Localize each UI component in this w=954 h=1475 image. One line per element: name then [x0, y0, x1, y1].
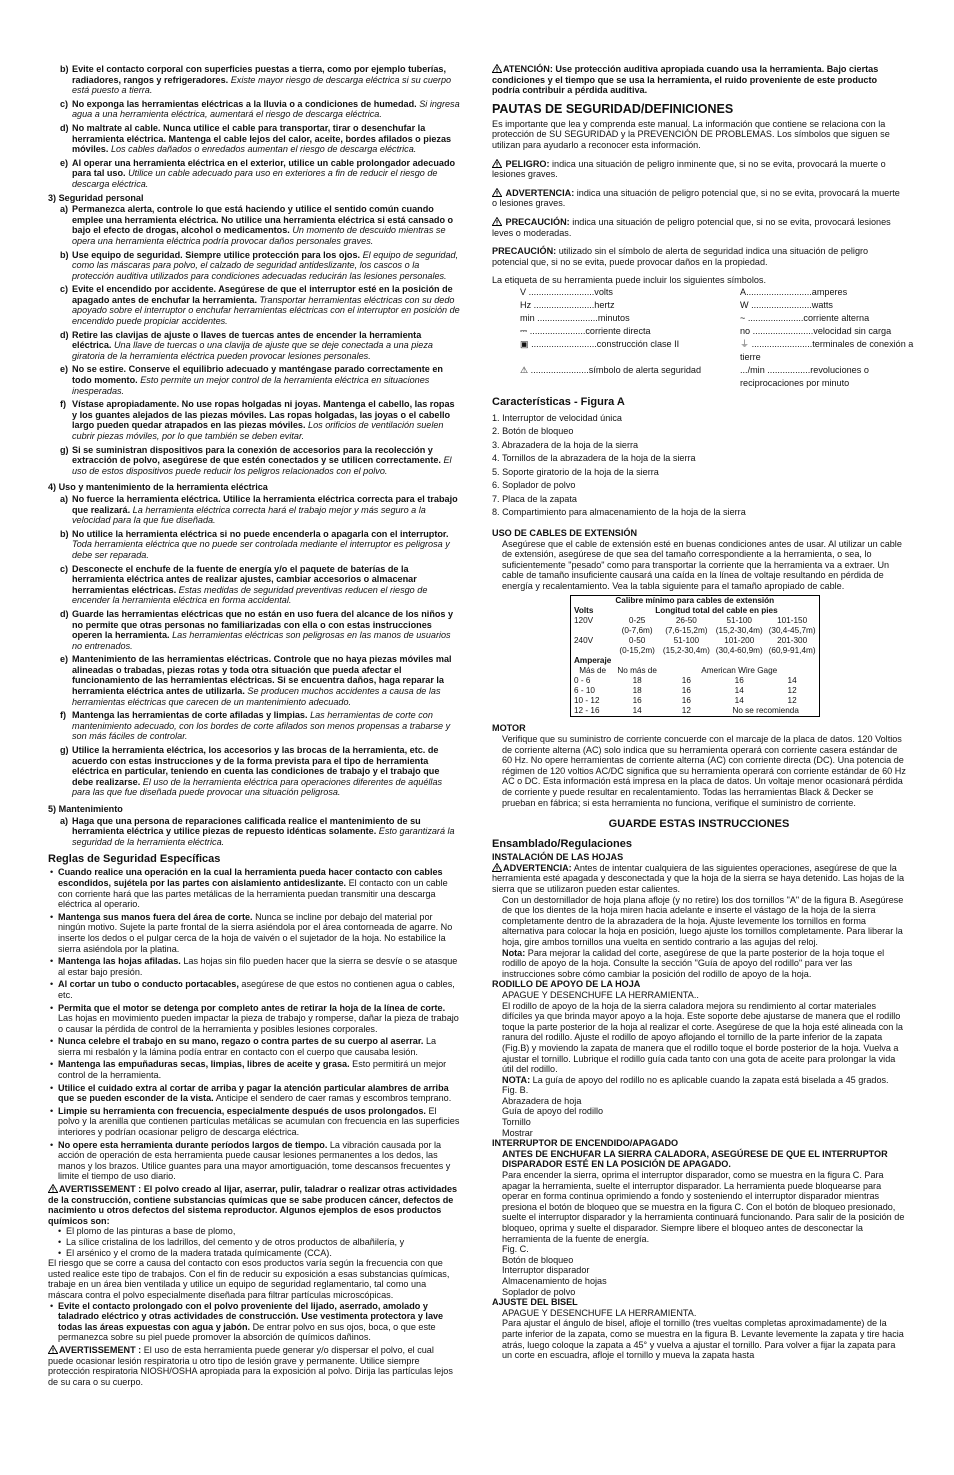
fig-c-label: Fig. C. [502, 1244, 529, 1255]
symbol-entry: ~ ......................corriente alterna [740, 312, 870, 323]
instalacion-heading: INSTALACIÓN DE LAS HOJAS [492, 852, 624, 863]
s3-item: e) No se estire. Conserve el equilibrio adecuado y manténgase parado correctamente en todo momento. Esto permite un mejor control de la herramienta eléctrica en situaciones inesperadas. [60, 364, 443, 396]
avertissement-1: AVERTISSEMENT : El polvo creado al lijar, aserrar, pulir, taladrar o realizar otras actividades de la construcción, contiene substancias químicas que se sabe producen cáncer, defectos de nacimiento u otros defectos del sistema reproductor. Algunos ejemplos de esos productos químicos son: [48, 1184, 458, 1226]
features-list [492, 412, 906, 520]
s4-item: d) Guarde las herramientas eléctricas que no están en uso fuera del alcance de los niños y no permite que otras personas no familiarizadas con ella o con estas instrucciones operen la herramienta. Las herramientas eléctricas son peligrosas en las manos de usuarios no entrenados. [60, 608, 454, 651]
list-item: 8. Compartimiento para almacenamiento de la hoja de la sierra [492, 507, 746, 518]
table-row: Más de No más de American Wire Gage [579, 666, 778, 676]
section-4-heading: 4) Uso y mantenimiento de la herramienta eléctrica [48, 482, 268, 493]
item-e: e) Al operar una herramienta eléctrica en el exterior, utilice un cable prolongador adecuado para tal uso. Utilice un cable adecuado para uso en exteriores a fin de reducir el riesgo de descarga eléctrica. [60, 157, 456, 189]
rodillo-text: El rodillo de apoyo de la hoja de la sierra caladora mejora su rendimiento al cortar materiales difíciles ya que brinda mayor apoyo a la hoja. Este soporte debe ajustarse de manera que el rodillo toque la parte posterior de la hoja al realizar el corte. Asegúrese de que la hoja esté alineada con la ranura del rodillo. Ajuste el rodillo de apoyo aflojando el tornillo de la parte inferior de la zapata (Fig.B) y moviendo la zapata de manera que el rodillo toque el borde posterior de la hoja. Vuelva a ajustar el tornillo. Lubrique el rodillo guía cada tanto con una gota de aceite para prolongar la vida útil del rodillo. [502, 1000, 903, 1075]
s3-item: c) Evite el encendido por accidente. Asegúrese de que el interruptor esté en la posición de apagado antes de enchufar la herramienta. Transportar herramientas eléctricas con su dedo apoyado sobre el interruptor o enchufar herramientas eléctricas con el interruptor en posición de encendido puede propiciar accidentes. [60, 284, 460, 327]
reglas-heading: Reglas de Seguridad Específicas [48, 853, 221, 866]
instalacion-nota: Nota: Para mejorar la calidad del corte, asegúrese de que la parte posterior de la hoja toque el rodillo de apoyo de la hoja. Consulte la sección "Guía de apoyo del rodillo" para ver las instrucciones sobre cómo cambiar la posición del rodillo de apoyo de la hoja. [502, 947, 885, 979]
rodillo-heading: RODILLO DE APOYO DE LA HOJA [492, 979, 641, 990]
right-column [492, 64, 914, 1361]
item-d: d) No maltrate al cable. Nunca utilice el cable para transportar, tirar o desenchufar la herramienta eléctrica. Mantenga el cable lejos del calor, aceite, bordes afilados o piezas móviles. Los cables dañados o enredados aumentan el riesgo de descarga eléctrica. [60, 122, 452, 155]
table-row: 0 - 6 18 16 16 14 [574, 676, 797, 686]
table-row: 12 - 16 14 12 No se recomienda [574, 706, 799, 716]
fig-b-label: Guía de apoyo del rodillo [502, 1106, 604, 1117]
rodillo-sub: APAGUE Y DESENCHUFE LA HERRAMIENTA.. [502, 989, 699, 1000]
s3-item: b) Use equipo de seguridad. Siempre utilice protección para los ojos. El equipo de seguridad, como las máscaras para polvo, el calzado de seguridad antideslizante, los cascos o la protección auditiva utilizados para condiciones adecuadas reducirán las lesiones personales. [60, 249, 459, 281]
advertencia-def: ADVERTENCIA: indica una situación de peligro potencial que, si no se evita, provocará la muerte o lesiones graves. [492, 187, 900, 209]
symbol-entry: W ........................watts [740, 299, 833, 310]
s3-item: g) Si se suministran dispositivos para la conexión de accesorios para la recolección y extracción de polvo, asegúrese de que estén conectados y se utilicen correctamente. El uso de estos dispositivos puede reducir los peligros relacionados con el polvo. [60, 444, 452, 476]
table-header: Amperaje [574, 656, 612, 666]
fig-c-label: Interruptor disparador [502, 1265, 590, 1276]
bisel-heading: AJUSTE DEL BISEL [492, 1297, 578, 1308]
avertissement-2: AVERTISSEMENT : El uso de esta herramienta puede generar y/o dispersar el polvo, el cual puede ocasionar lesión respiratoria u otro tipo de lesión grave y permanente. Utilice siempre protección respiratoria NIOSH/OSHA apropiada para la exposición al polvo. Dirija las partículas lejos de su cara o su cuerpo. [48, 1344, 453, 1387]
peligro-def: PELIGRO: indica una situación de peligro inminente que, si no se evita, provocará la muerte o lesiones graves. [492, 158, 886, 180]
table-row: 10 - 12 16 16 14 12 [574, 696, 797, 706]
regla-item: • Al cortar un tubo o conducto portacables, asegúrese de que estos no contienen agua o cables, etc. [48, 979, 460, 1000]
etiqueta-text: La etiqueta de su herramienta puede incluir los siguientes símbolos. [492, 275, 766, 286]
avert-list-item: • El arsénico y el cromo de la madera tratada químicamente (CCA). [48, 1248, 460, 1259]
table-header: Volts [574, 606, 594, 616]
symbol-entry: ▣ ..........................construcción clase II [520, 338, 680, 349]
symbol-entry: ⏚ ........................terminales de conexión a tierre [740, 338, 914, 362]
cable-gauge-table [570, 595, 820, 717]
fig-c-label: Botón de bloqueo [502, 1254, 574, 1265]
symbol-grid [520, 286, 914, 390]
warning-icon [492, 159, 502, 168]
instalacion-warning: ADVERTENCIA: Antes de intentar cualquiera de las siguientes operaciones, asegúrese de que la herramienta esté apagada y desconectada y que la hoja de la sierra se haya detenido. Las hojas de la sierra que se utilizaron pueden estar calientes. [492, 862, 905, 894]
guarde-heading: GUARDE ESTAS INSTRUCCIONES [608, 818, 790, 831]
s4-item: f) Mantenga las herramientas de corte afiladas y limpias. Las herramientas de corte con mantenimiento adecuado, con los bordes de corte afilados son menos propensas a trabarse y son más fáciles de controlar. [60, 710, 451, 742]
left-column [48, 64, 460, 1387]
regla-item: • Cuando realice una operación en la cual la herramienta pueda hacer contacto con cables escondidos, sujétela por las partes con aislamiento antideslizante. El contacto con un cable con corriente hará que las partes metálicas de la herramienta puedan transmitir una descarga eléctrica al operario. [48, 867, 460, 909]
regla-item: • Nunca celebre el trabajo en su mano, regazo o contra partes de su cuerpo al aserrar. La sierra mi resbalón y la lámina podía entrar en contacto con el cuerpo que causaba lesión. [48, 1036, 460, 1057]
s4-item: g) Utilice la herramienta eléctrica, los accesorios y las brocas de la herramienta, etc. de acuerdo con estas instrucciones y de la forma prevista para el tipo de herramienta eléctrica en particular, teniendo en cuenta las condiciones de trabajo y el trabajo que debe realizarse. El uso de la herramienta eléctrica para operaciones diferentes de aquéllas para las que fue diseñada puede provocar una situación peligrosa. [60, 745, 443, 798]
interruptor-text: Para encender la sierra, oprima el interruptor disparador, como se muestra en la figura C. Para apagar la herramienta, suelte el interruptor disparador. La herramienta puede bloquearse para operar en forma continua oprimiendo a fondo y sosteniendo el interruptor disparador mientras presiona el botón de bloqueo que se muestra en la figura C. Con el botón de bloqueo presionado, suelte el interruptor disparador y la herramienta continuará funcionando. Para salir de la posición de bloqueo, oprima y suelte el disparador. Siempre libere el bloqueo antes de desconectar la herramienta de la fuente de energía. [502, 1170, 905, 1244]
item-c: c) No exponga las herramientas eléctricas a la lluvia o a condiciones de humedad. Si ingresa agua a una herramienta eléctrica, aumentará el riesgo de descarga eléctrica. [60, 98, 460, 120]
list-item: 2. Botón de bloqueo [492, 426, 574, 437]
regla-item: • Mantenga sus manos fuera del área de corte. Nunca se incline por debajo del material por ningún motivo. Sujete la parte frontal de la sierra asiéndola por el área contorneada de agarre. No inserte los dedos o el pulgar cerca de la hoja de vaivén o el sujetador de la hoja. No estabilice la sierra asiéndola por la platina. [48, 912, 460, 954]
warning-icon [492, 217, 502, 226]
list-item: 7. Placa de la zapata [492, 493, 577, 504]
precaucion2-def: PRECAUCIÓN: utilizado sin el símbolo de alerta de seguridad indica una situación de peligro potencial que, si no se evita, puede provocar daños en la propiedad. [492, 246, 869, 267]
symbol-entry: ⎓ ......................corriente directa [520, 325, 651, 336]
s3-item: d) Retire las clavijas de ajuste o llaves de tuercas antes de encender la herramienta eléctrica. Una llave de tuercas o una clavija de ajuste que se deje conectada a una pieza giratoria de la herramienta eléctrica pueden provocar lesiones personales. [60, 329, 433, 361]
symbol-entry: ⚠ .......................símbolo de alerta seguridad [520, 364, 702, 375]
regla-item: • Mantenga las empuñaduras secas, limpias, libres de aceite y grasa. Esto permitirá un mejor control de la herramienta. [48, 1059, 460, 1080]
table-row: 120V 0-25 26-50 51-100 101-150 [574, 616, 808, 626]
symbol-entry: min ........................minutos [520, 312, 630, 323]
section-3-heading: 3) Seguridad personal [48, 192, 144, 203]
warning-icon [492, 64, 502, 73]
fig-c-label: Soplador de polvo [502, 1286, 576, 1297]
table-row: (0-15,2m) (15,2-30,4m) (30,4-60,9m) (60,9-91,4m) [619, 646, 816, 656]
list-item: 4. Tornillos de la abrazadera de la hoja de la sierra [492, 453, 696, 464]
atencion-notice: ATENCIÓN: Use protección auditiva apropiada cuando usa la herramienta. Bajo ciertas condiciones y el tiempo que se usa la herramienta, el ruido proveniente de este producto podría contribuir a pérdida auditiva. [492, 64, 879, 96]
table-row: 6 - 10 18 16 14 12 [574, 686, 797, 696]
precaucion-def: PRECAUCIÓN: indica una situación de peligro potencial que, si no se evita, provocará lesiones leves o moderadas. [492, 216, 891, 238]
fig-b-label: Abrazadera de hoja [502, 1095, 582, 1106]
table-header: Longitud total del cable en pies [655, 606, 778, 616]
uso-cables-heading: USO DE CABLES DE EXTENSIÓN [492, 527, 638, 538]
item-b: b) Evite el contacto corporal con superficies puestas a tierra, como por ejemplo tuberías, radiadores, rangos y refrigeradores. Existe mayor riesgo de descarga eléctrica si su cuerpo está puesto a tierra. [60, 64, 452, 96]
s5-item: a) Haga que una persona de reparaciones calificada realice el mantenimiento de su herramienta eléctrica y utilice piezas de repuesto idénticas solamente. Esto garantizará la seguridad de la herramienta eléctrica. [60, 815, 455, 847]
riesgo-paragraph: El riesgo que se corre a causa del contacto con esos productos varía según la frecuencia con que usted realice este tipo de trabajos. Con el fin de reducir su exposición a esas substancias químicas, trabaje en un área bien ventilada y utilice un equipo de seguridad reglamentario, tal como una máscara contra el polvo especialmente diseñada para filtrar partículas microscópicas. [48, 1258, 450, 1300]
s4-item: e) Mantenimiento de las herramientas eléctricas. Controle que no haya piezas móviles mal alineadas o trabadas, piezas rotas y toda otra situación que pueda afectar el funcionamiento de las herramientas eléctricas. Si se encuentra daños, haga reparar la herramienta eléctrica antes de utilizarla. Se producen muchos accidentes a causa de las herramientas eléctricas que carecen de un mantenimiento adecuado. [60, 654, 452, 707]
symbol-entry: A..........................amperes [740, 286, 848, 297]
rodillo-nota: NOTA: La guía de apoyo del rodillo no es aplicable cuando la zapata está biselada a 45 grados. [502, 1074, 889, 1085]
table-row: (0-7,6m) (7,6-15,2m) (15,2-30,4m) (30,4-45,7m) [621, 626, 816, 636]
avert-list-item: • La sílice cristalina de los ladrillos, del cemento y de otros productos de albañilería, y [48, 1237, 460, 1248]
regla-item: • Limpie su herramienta con frecuencia, especialmente después de usos prolongados. El polvo y la arenilla que contienen partículas metálicas se acumulan con frecuencia en las superficies interiores y podrían ocasionar peligro de descarga eléctrica. [48, 1106, 460, 1138]
motor-heading: MOTOR [492, 723, 526, 734]
s4-item: a) No fuerce la herramienta eléctrica. Utilice la herramienta eléctrica correcta para el trabajo que realizará. La herramienta eléctrica correcta hará el trabajo mejor y más seguro a la velocidad para la que fue diseñada. [60, 493, 458, 526]
list-item: 6. Soplador de polvo [492, 480, 576, 491]
symbol-entry: no ........................velocidad sin carga [740, 325, 892, 336]
table-title: Calibre mínimo para cables de extensión [615, 596, 775, 606]
regla-item: • No opere esta herramienta durante períodos largos de tiempo. La vibración causada por la acción de operación de esta herramienta puede causar lesiones permanentes a los dedos, las manos y los brazos. Utilice guantes para una mayor amortiguación, tome descansos frecuentes y limite el tiempo de uso diario. [48, 1140, 460, 1182]
symbol-entry: Hz ........................hertz [520, 299, 615, 310]
s3-item: a) Permanezca alerta, controle lo que está haciendo y utilice el sentido común cuando emplee una herramienta eléctrica. No utilice una herramienta eléctrica si está cansado o bajo el efecto de drogas, alcohol o medicamentos. Un momento de descuido mientras se opera una herramienta eléctrica podría provocar daños personales graves. [60, 204, 454, 246]
evite-item: • Evite el contacto prolongado con el polvo proveniente del lijado, aserrado, amolado y taladrado eléctrico y otras actividades de construcción. Use vestimenta protectora y lave todas las áreas expuestas con agua y jabón. De entrar polvo en sus ojos, boca, o que este permanezca sobre su piel puede promover la absorción de químicos dañinos. [48, 1301, 460, 1343]
bisel-sub: APAGUE Y DESENCHUFE LA HERRAMIENTA. [502, 1307, 697, 1318]
caracteristicas-heading: Características - Figura A [492, 395, 625, 408]
regla-item: • Permita que el motor se detenga por completo antes de retirar la hoja de la línea de corte. Las hojas en movimiento pueden impactar la pieza de trabajo y romperse, dañar la pieza de trabajo o causar la pérdida de control de la herramienta y posibles lesiones corporales. [48, 1003, 460, 1035]
s4-item: c) Desconecte el enchufe de la fuente de energía y/o el paquete de baterías de la herramienta eléctrica antes de realizar ajustes, cambiar accesorios o almacenar herramientas eléctricas. Estas medidas de seguridad preventivas reducen el riesgo de encender la herramienta eléctrica en forma accidental. [60, 563, 428, 606]
fig-b-label: Mostrar [502, 1127, 533, 1138]
interruptor-heading: INTERRUPTOR DE ENCENDIDO/APAGADO [492, 1138, 679, 1149]
fig-b-label: Fig. B. [502, 1085, 529, 1096]
section-5-heading: 5) Mantenimiento [48, 804, 123, 814]
warning-icon [492, 863, 502, 872]
uso-cables-text: Asegúrese que el cable de extensión esté en buenas condiciones antes de usar. Al utilizar un cable de extensión, asegúrese de que sea del tamaño correspondiente a la herramienta, o sea, lo suficientemente "pesado" como para transportar la corriente que la herramienta va a extraer. Un cable de tamaño insuficiente causará una caída en la línea de voltaje resultando en pérdida de energía y recalentamiento. Vea la tabla siguiente para el tamaño apropiado de cable. [502, 538, 902, 591]
regla-item: • Mantenga las hojas afiladas. Las hojas sin filo pueden hacer que la sierra se desvíe o se atasque al estar bajo presión. [48, 956, 460, 977]
list-item: 1. Interruptor de velocidad única [492, 412, 622, 423]
warning-icon [48, 1184, 58, 1193]
list-item: 3. Abrazadera de la hoja de la sierra [492, 439, 639, 450]
regla-item: • Utilice el cuidado extra al cortar de arriba y pagar la atención particular alambres de arriba que se pueden esconder de la vista. Anticipe el sendero de caer ramas y escombros temprano. [48, 1083, 460, 1104]
warning-icon [48, 1345, 58, 1354]
interruptor-warning: ANTES DE ENCHUFAR LA SIERRA CALADORA, ASEGÚRESE DE QUE EL INTERRUPTOR DISPARADOR ESTÉ EN LA POSICIÓN DE APAGADO. [502, 1148, 888, 1170]
bisel-text: Para ajustar el ángulo de bisel, afloje el tornillo (tres vueltas completas aproximadamente) de la parte inferior de la zapata, como se muestra en la figura B. Levante levemente la zapata y tire hacia atrás, luego coloque la zapata a 45° y vuelva a ajustar el tornillo. Para volver a fijar la zapata para un corte en escuadra, afloje el tornillo y mueva la zapata hasta [502, 1318, 904, 1361]
avert-list-item: • El plomo de las pinturas a base de plomo, [48, 1226, 460, 1237]
list-item: 5. Soporte giratorio de la hoja de la sierra [492, 466, 659, 477]
table-row: 240V 0-50 51-100 101-200 201-300 [574, 636, 808, 646]
ensamblado-heading: Ensamblado/Regulaciones [492, 838, 632, 851]
s3-item: f) Vístase apropiadamente. No use ropas holgadas ni joyas. Mantenga el cabello, las ropas y los guantes alejados de las piezas móviles. Las ropas holgadas, las joyas o el cabello largo pueden quedar atrapados en las piezas móviles. Los orificios de ventilación suelen cubrir piezas móviles, por lo que también se deben evitar. [60, 399, 455, 441]
fig-c-label: Almacenamiento de hojas [502, 1275, 607, 1286]
warning-icon [492, 188, 502, 197]
instalacion-text: Con un destornillador de hoja plana afloje (y no retire) los dos tornillos "A" de la figura B. Asegúrese de que los dientes de la hoja miren hacia adelante e inserte el vástago de la hoja de la sierra completamente dentro de la abrazadera de la hoja. Ajuste levemente los tornillos en forma alternativa para colocar la hoja en posición, luego ajuste los tornillos completamente. Para liberar la hoja, gire ambos tornillos una vuelta en sentido contrario a las agujas del reloj. [502, 894, 904, 947]
pautas-heading: PAUTAS DE SEGURIDAD/DEFINICIONES [492, 101, 734, 116]
motor-text: Verifique que su suministro de corriente concuerde con el marcaje de la placa de datos. 120 Voltios de corriente alterna (AC) solo indica que su herramienta operará con corriente casera estándar de 60 Hz. No opere herramientas de corriente alterna (AC) con corriente directa (DC). Una potencia de régimen de 120 voltios AC/DC significa que su herramienta operará con corriente estándar de 60 Hz AC o DC. Esta información está impresa en la placa de datos. Un voltaje menor ocasionará pérdida de corriente y puede resultar en recalentamiento. Todas las herramientas Black & Decker se prueban en fábrica; si esta herramienta no funciona, verifique el suministro de corriente. [502, 734, 906, 808]
symbol-entry: V ..........................volts [520, 286, 613, 297]
pautas-text: Es importante que lea y comprenda este manual. La información que contiene se relaciona con la protección de SU SEGURIDAD y la PREVENCIÓN DE PROBLEMAS. Los símbolos que siguen se utilizan para ayudarlo a reconocer esta información. [492, 118, 890, 150]
s4-item: b) No utilice la herramienta eléctrica si no puede encenderla o apagarla con el interruptor. Toda herramienta eléctrica que no puede ser controlada mediante el interruptor es peligrosa y debe ser reparada. [60, 528, 450, 560]
symbol-entry: .../min .................revoluciones o reciprocaciones por minuto [740, 364, 869, 388]
fig-b-label: Tornillo [502, 1117, 531, 1128]
